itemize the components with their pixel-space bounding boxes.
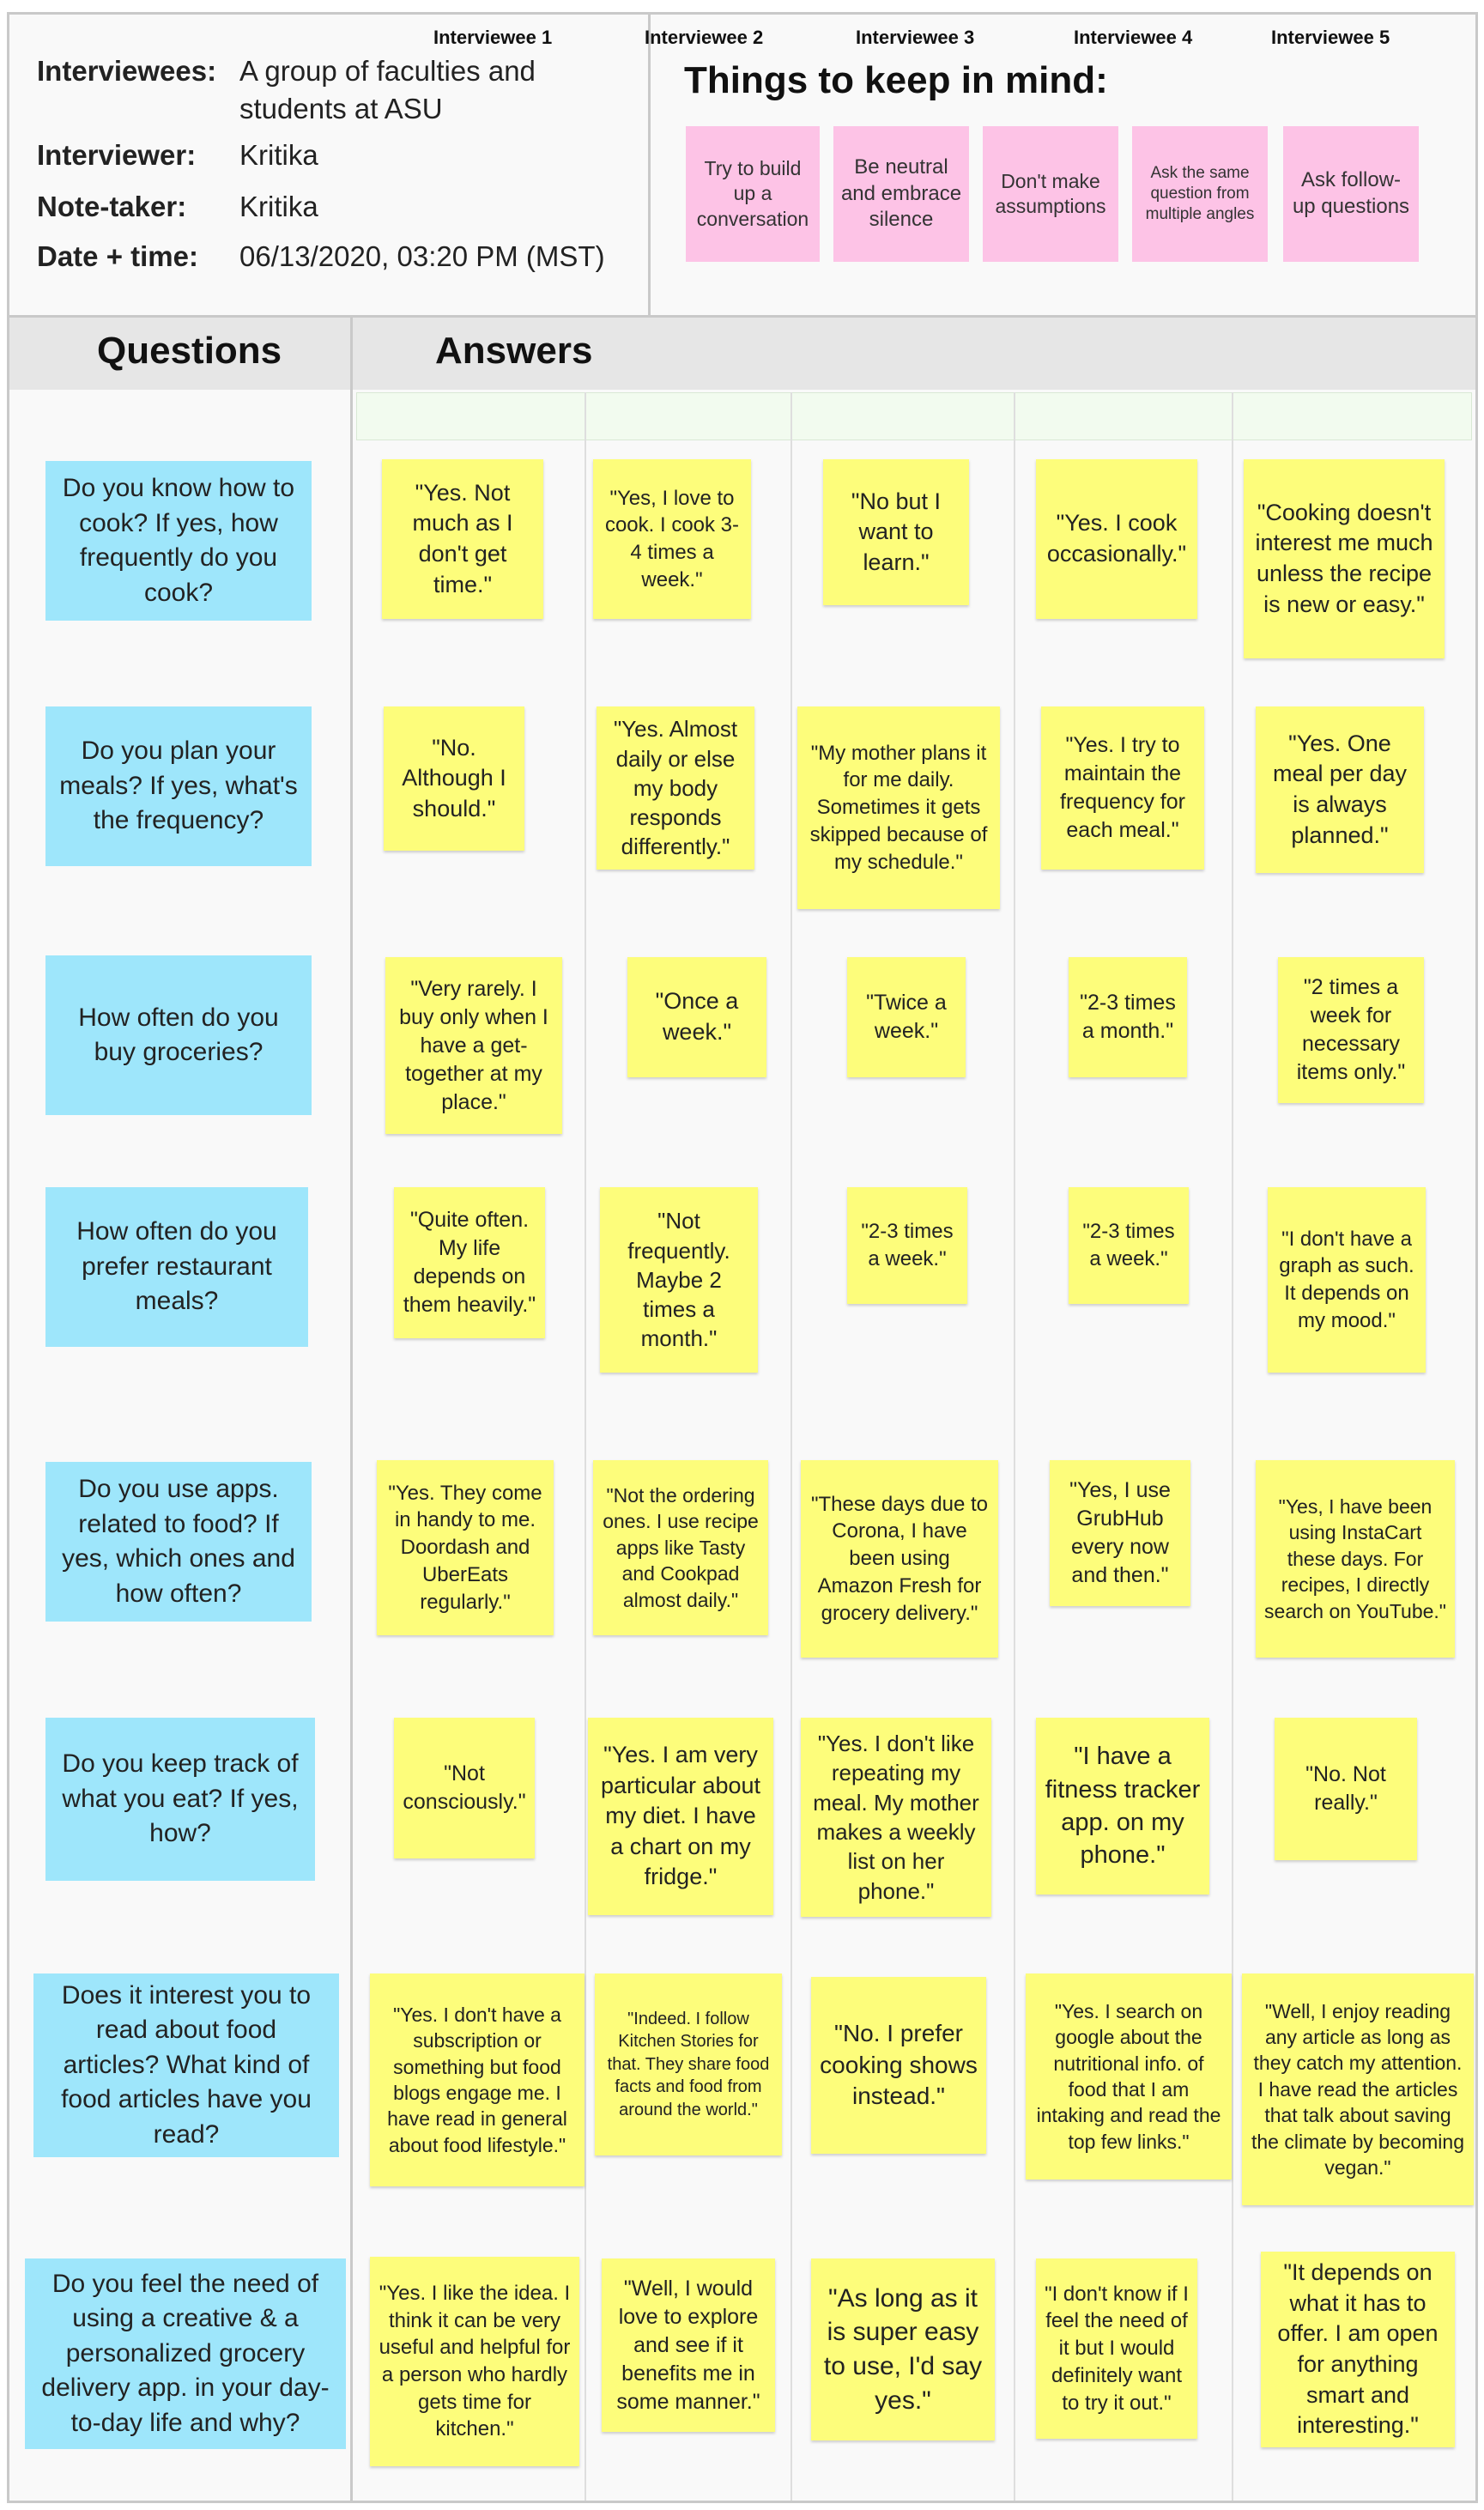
answer-note: "Very rarely. I buy only when I have a get-together at my place."	[385, 957, 562, 1134]
column-divider	[350, 318, 353, 2501]
answer-note: "No. Although I should."	[384, 706, 524, 851]
interviewee-header: Interviewee 5	[1271, 27, 1390, 48]
answer-note: "No but I want to learn."	[823, 459, 969, 605]
answer-note: "2 times a week for necessary items only."	[1278, 957, 1424, 1103]
answer-note: "Indeed. I follow Kitchen Stories for that. They share food facts and food from around the world."	[595, 1973, 782, 2155]
answer-note: "Yes. Not much as I don't get time."	[382, 459, 543, 619]
column-separator	[1014, 392, 1015, 2501]
questions-title: Questions	[97, 330, 282, 372]
answer-note: "Yes. I try to maintain the frequency for each meal."	[1041, 706, 1204, 870]
answer-note: "2-3 times a week."	[847, 1187, 967, 1304]
answer-note: "Yes, I love to cook. I cook 3-4 times a week."	[593, 459, 751, 619]
interviewee-header: Interviewee 1	[433, 27, 553, 48]
column-separator	[1232, 392, 1233, 2501]
question-note: How often do you buy groceries?	[45, 955, 312, 1115]
answer-note: "Yes. Almost daily or else my body responds differently."	[597, 706, 754, 870]
answer-note: "Well, I would love to explore and see if it benefits me in some manner."	[602, 2258, 775, 2432]
answer-note: "Not frequently. Maybe 2 times a month."	[600, 1187, 758, 1373]
datetime-value: 06/13/2020, 03:20 PM (MST)	[239, 240, 605, 272]
answer-note: "Yes. I don't like repeating my meal. My mother makes a weekly list on her phone."	[801, 1718, 991, 1917]
answer-note: "2-3 times a month."	[1069, 957, 1187, 1077]
interview-board	[7, 12, 1478, 2503]
keep-note: Try to build up a conversation	[686, 126, 820, 262]
questions-header	[9, 318, 350, 390]
question-note: Do you feel the need of using a creative & a personalized grocery delivery app. in your day-to-day life and why?	[25, 2258, 346, 2449]
answer-note: "Once a week."	[627, 957, 766, 1077]
keep-in-mind-title: Things to keep in mind:	[684, 59, 1108, 101]
answer-note: "Yes, I have been using InstaCart these days. For recipes, I directly search on YouTube."	[1256, 1460, 1455, 1658]
question-note: Do you use apps. related to food? If yes, which ones and how often?	[45, 1462, 312, 1622]
interview-meta	[9, 15, 651, 315]
answer-note: "These days due to Corona, I have been using Amazon Fresh for grocery delivery."	[801, 1460, 998, 1658]
answer-note: "I don't have a graph as such. It depends on my mood."	[1268, 1187, 1426, 1373]
interviewee-header: Interviewee 4	[1074, 27, 1193, 48]
answer-note: "No. I prefer cooking shows instead."	[811, 1977, 986, 2154]
interviewee-header: Interviewee 2	[645, 27, 764, 48]
answer-note: "2-3 times a week."	[1069, 1187, 1189, 1304]
answer-note: "I have a fitness tracker app. on my phone."	[1036, 1718, 1209, 1895]
answer-note: "No. Not really."	[1275, 1718, 1417, 1860]
answer-note: "As long as it is super easy to use, I'd say yes."	[811, 2258, 995, 2440]
answer-note: "Well, I enjoy reading any article as long as they catch my attention. I have read the articles that talk about saving the climate by becoming vegan."	[1242, 1973, 1474, 2205]
answer-note: "Yes. I search on google about the nutritional info. of food that I am intaking and read the top few links."	[1026, 1973, 1232, 2180]
keep-note: Ask follow-up questions	[1283, 126, 1419, 262]
answer-note: "Not consciously."	[394, 1718, 535, 1858]
interviewees-value: A group of faculties and students at ASU	[239, 55, 536, 124]
answer-note: "Yes. I cook occasionally."	[1036, 459, 1197, 619]
answer-note: "Yes. They come in handy to me. Doordash and UberEats regularly."	[377, 1460, 554, 1635]
keep-note: Don't make assumptions	[983, 126, 1118, 262]
answer-note: "Yes. One meal per day is always planned."	[1256, 706, 1424, 873]
column-separator	[790, 392, 792, 2501]
answer-note: "Twice a week."	[847, 957, 966, 1077]
question-note: Do you plan your meals? If yes, what's the frequency?	[45, 706, 312, 866]
answer-note: "Yes. I don't have a subscription or something but food blogs engage me. I have read in general about food lifestyle."	[370, 1973, 585, 2186]
question-note: Do you know how to cook? If yes, how frequently do you cook?	[45, 461, 312, 621]
keep-note: Be neutral and embrace silence	[833, 126, 969, 262]
interviewer-label: Interviewer:	[37, 139, 197, 171]
answer-note: "Yes, I use GrubHub every now and then."	[1050, 1460, 1190, 1606]
question-note: Do you keep track of what you eat? If yes, how?	[45, 1718, 315, 1881]
interviewer-value: Kritika	[239, 139, 318, 171]
column-separator	[585, 392, 586, 2501]
answer-note: "Cooking doesn't interest me much unless the recipe is new or easy."	[1244, 459, 1445, 658]
keep-in-mind-panel	[648, 15, 1475, 315]
answer-note: "My mother plans it for me daily. Sometimes it gets skipped because of my schedule."	[797, 706, 1000, 909]
datetime-label: Date + time:	[37, 240, 198, 272]
notetaker-value: Kritika	[239, 191, 318, 222]
interviewees-label: Interviewees:	[37, 55, 217, 87]
answer-note: "I don't know if I feel the need of it but I would definitely want to try it out."	[1036, 2258, 1197, 2439]
answer-note: "Yes. I like the idea. I think it can be very useful and helpful for a person who hardly gets time for kitchen."	[370, 2257, 579, 2466]
answer-note: "It depends on what it has to offer. I am open for anything smart and interesting."	[1261, 2252, 1455, 2447]
interviewee-header-strip	[356, 392, 1472, 440]
question-note: How often do you prefer restaurant meals?	[45, 1187, 308, 1347]
answer-note: "Quite often. My life depends on them heavily."	[394, 1187, 545, 1338]
interviewee-header: Interviewee 3	[856, 27, 975, 48]
answers-header	[353, 318, 1475, 390]
question-note: Does it interest you to read about food articles? What kind of food articles have you read?	[33, 1973, 339, 2157]
answer-note: "Yes. I am very particular about my diet. I have a chart on my fridge."	[588, 1718, 773, 1915]
keep-note: Ask the same question from multiple angles	[1132, 126, 1268, 262]
answer-note: "Not the ordering ones. I use recipe apps like Tasty and Cookpad almost daily."	[593, 1460, 768, 1635]
answers-title: Answers	[435, 330, 593, 372]
notetaker-label: Note-taker:	[37, 191, 187, 222]
